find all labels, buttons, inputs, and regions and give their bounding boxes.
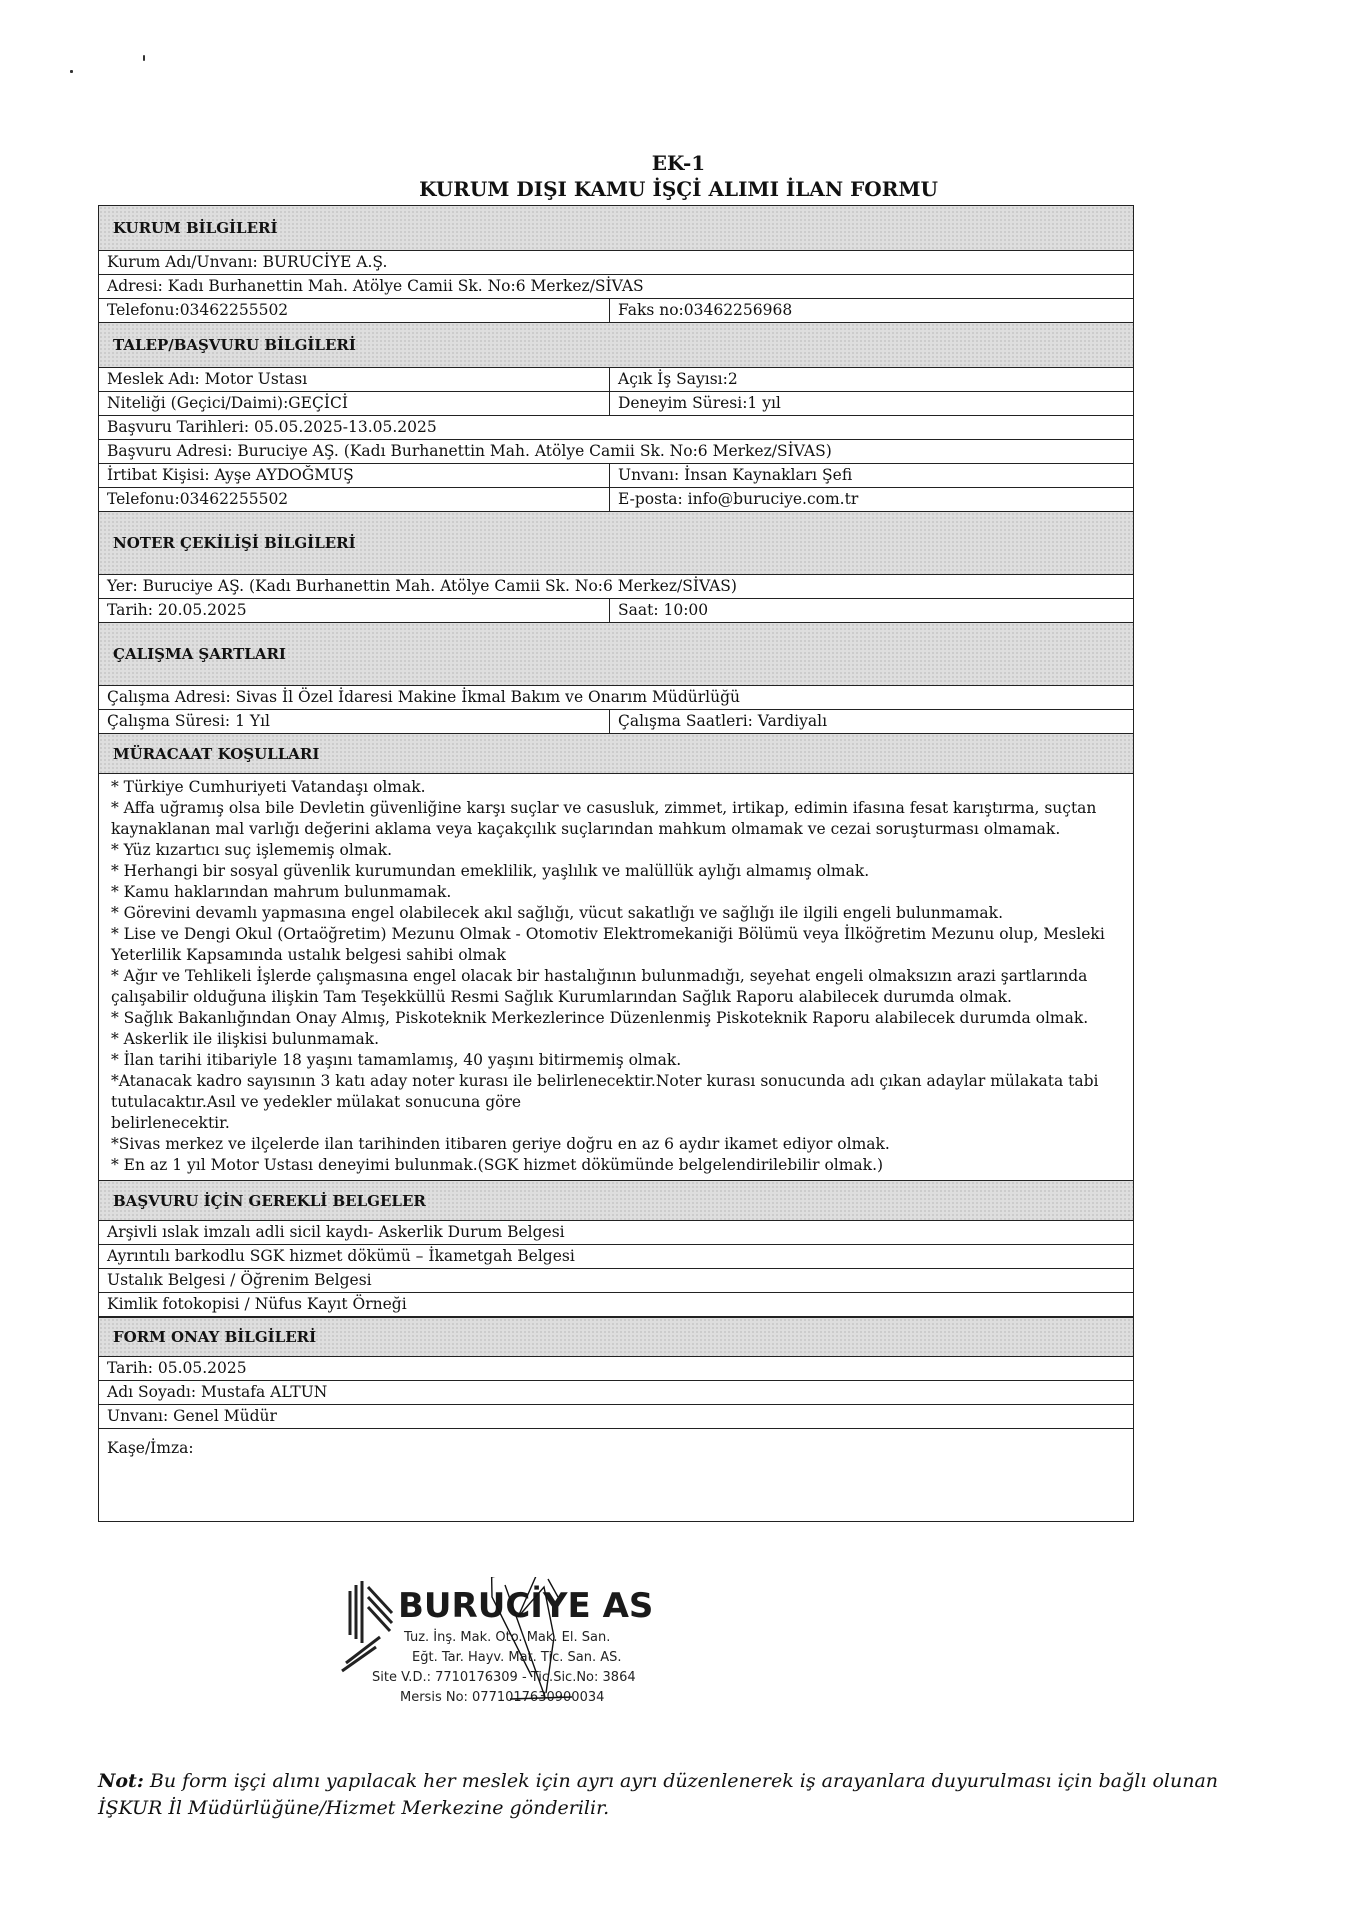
form-row <box>99 710 1133 734</box>
section-heading-kurum: KURUM BİLGİLERİ <box>99 206 1133 251</box>
contact-title: Unvanı: İnsan Kaynakları Şefi <box>618 466 853 484</box>
application-dates: Başvuru Tarihleri: 05.05.2025-13.05.2025 <box>107 418 437 436</box>
occupation-name: Meslek Adı: Motor Ustası <box>99 368 610 391</box>
form-row <box>99 299 1133 323</box>
experience-duration: Deneyim Süresi:1 yıl <box>618 394 781 412</box>
required-document: Ustalık Belgesi / Öğrenim Belgesi <box>107 1271 372 1289</box>
form-row <box>99 1405 1133 1429</box>
stamp-logo-text: BURUCİYE AS <box>398 1586 654 1626</box>
condition-item: * İlan tarihi itibariyle 18 yaşını tamamlamış, 40 yaşını bitirmemiş olmak. <box>111 1051 682 1069</box>
note-label: Not: <box>98 1770 144 1792</box>
section-heading-muracaat: MÜRACAAT KOŞULLARI <box>99 734 1133 774</box>
signature-row <box>99 1429 1133 1521</box>
stamp-line: Mersis No: 0771017630900034 <box>400 1690 605 1705</box>
document-row <box>99 1269 1133 1293</box>
institution-fax: Faks no:03462256968 <box>618 301 793 319</box>
form-row <box>99 251 1133 275</box>
condition-item: * Herhangi bir sosyal güvenlik kurumundan emeklilik, yaşlılık ve malüllük aylığı almamış olmak. <box>111 862 870 880</box>
document-row <box>99 1245 1133 1269</box>
document-header <box>0 150 1357 202</box>
stamp-line: Eğt. Tar. Hayv. Mat. Tic. San. AS. <box>412 1650 622 1665</box>
condition-item: * Askerlik ile ilişkisi bulunmamak. <box>111 1030 380 1048</box>
condition-item: belirlenecektir. <box>111 1114 230 1132</box>
approval-date: Tarih: 05.05.2025 <box>107 1359 247 1377</box>
work-hours: Çalışma Saatleri: Vardiyalı <box>618 712 828 730</box>
condition-item: * Lise ve Dengi Okul (Ortaöğretim) Mezunu Olmak - Otomotiv Elektromekaniği Bölümü veya İlköğretim Mezunu olup, Mesleki Yeterlilik Kapsamında ustalık belgesi sahibi olmak <box>111 925 1105 964</box>
application-address: Başvuru Adresi: Buruciye AŞ. (Kadı Burhanettin Mah. Atölye Camii Sk. No:6 Merkez/SİVAS) <box>107 442 832 460</box>
institution-name: Kurum Adı/Unvanı: BURUCİYE A.Ş. <box>107 253 388 271</box>
note-text: Bu form işçi alımı yapılacak her meslek için ayrı ayrı düzenlenerek iş arayanlara duyurulması için bağlı olunan İŞKUR İl Müdürlüğüne/Hizmet Merkezine gönderilir. <box>98 1770 1219 1819</box>
condition-item: *Sivas merkez ve ilçelerde ilan tarihinden itibaren geriye doğru en az 6 aydır ikamet ediyor olmak. <box>111 1135 890 1153</box>
stamp-signature-label: Kaşe/İmza: <box>107 1439 194 1457</box>
contact-person: İrtibat Kişisi: Ayşe AYDOĞMUŞ <box>99 464 610 487</box>
condition-item: * Yüz kızartıcı suç işlememiş olmak. <box>111 841 393 859</box>
condition-item: * Sağlık Bakanlığından Onay Almış, Piskoteknik Merkezlerince Düzenlenmiş Piskoteknik Raporu alabilecek durumda olmak. <box>111 1009 1089 1027</box>
document-row <box>99 1221 1133 1245</box>
form-row <box>99 464 1133 488</box>
form-row <box>99 488 1133 512</box>
job-posting-form <box>98 205 1134 1522</box>
condition-item: * Kamu haklarından mahrum bulunmamak. <box>111 883 452 901</box>
required-document: Kimlik fotokopisi / Nüfus Kayıt Örneği <box>107 1295 407 1313</box>
document-title: KURUM DIŞI KAMU İŞÇİ ALIMI İLAN FORMU <box>419 177 938 201</box>
work-address: Çalışma Adresi: Sivas İl Özel İdaresi Makine İkmal Bakım ve Onarım Müdürlüğü <box>107 688 740 706</box>
form-row <box>99 440 1133 464</box>
required-document: Ayrıntılı barkodlu SGK hizmet dökümü – İkametgah Belgesi <box>107 1247 575 1265</box>
form-row <box>99 416 1133 440</box>
form-row <box>99 1357 1133 1381</box>
work-duration: Çalışma Süresi: 1 Yıl <box>99 710 610 733</box>
stamp-line: Site V.D.: 7710176309 - Tic.Sic.No: 3864 <box>372 1670 636 1685</box>
section-heading-onay: FORM ONAY BİLGİLERİ <box>99 1317 1133 1357</box>
document-code: EK-1 <box>651 151 706 175</box>
scan-speck <box>70 70 73 73</box>
footer-note <box>98 1768 1278 1822</box>
form-row <box>99 392 1133 416</box>
stamp-line: Tuz. İnş. Mak. Oto. Mak. El. San. <box>404 1630 611 1645</box>
form-row <box>99 275 1133 299</box>
condition-item: *Atanacak kadro sayısının 3 katı aday noter kurası ile belirlenecektir.Noter kurası sonucunda adı çıkan adaylar mülakata tabi tutulacaktır.Asıl ve yedekler mülakat sonucuna göre <box>111 1072 1099 1111</box>
form-row <box>99 575 1133 599</box>
approver-name: Adı Soyadı: Mustafa ALTUN <box>107 1383 328 1401</box>
section-heading-noter: NOTER ÇEKİLİŞİ BİLGİLERİ <box>99 512 1133 575</box>
form-row <box>99 1381 1133 1405</box>
institution-phone: Telefonu:03462255502 <box>99 299 610 322</box>
condition-item: * Ağır ve Tehlikeli İşlerde çalışmasına engel olacak bir hastalığının bulunmadığı, seyehat engeli olmaksızın arazi şartlarında çalışabilir olduğuna ilişkin Tam Teşekküllü Resmi Sağlık Kurumlarından Sağlık Raporu alabilecek durumda olmak. <box>111 967 1088 1006</box>
document-row <box>99 1293 1133 1317</box>
form-row <box>99 368 1133 392</box>
required-document: Arşivli ıslak imzalı adli sicil kaydı- Askerlik Durum Belgesi <box>107 1223 565 1241</box>
company-stamp <box>340 1577 700 1717</box>
condition-item: * Görevini devamlı yapmasına engel olabilecek akıl sağlığı, vücut sakatlığı ve sağlığı ile ilgili engeli bulunmamak. <box>111 904 1003 922</box>
approver-title: Unvanı: Genel Müdür <box>107 1407 277 1425</box>
condition-item: * En az 1 yıl Motor Ustası deneyimi bulunmak.(SGK hizmet dökümünde belgelendirilebilir olmak.) <box>111 1156 884 1174</box>
lottery-date: Tarih: 20.05.2025 <box>99 599 610 622</box>
section-heading-belgeler: BAŞVURU İÇİN GEREKLİ BELGELER <box>99 1181 1133 1221</box>
position-type: Niteliği (Geçici/Daimi):GEÇİCİ <box>99 392 610 415</box>
contact-email: E-posta: info@buruciye.com.tr <box>618 490 859 508</box>
lottery-location: Yer: Buruciye AŞ. (Kadı Burhanettin Mah. Atölye Camii Sk. No:6 Merkez/SİVAS) <box>107 577 737 595</box>
condition-item: * Türkiye Cumhuriyeti Vatandaşı olmak. <box>111 778 426 796</box>
institution-address: Adresi: Kadı Burhanettin Mah. Atölye Camii Sk. No:6 Merkez/SİVAS <box>107 277 644 295</box>
contact-phone: Telefonu:03462255502 <box>99 488 610 511</box>
section-heading-talep: TALEP/BAŞVURU BİLGİLERİ <box>99 323 1133 368</box>
application-conditions <box>99 774 1133 1181</box>
stamp-logo-icon <box>342 1581 392 1671</box>
form-row <box>99 686 1133 710</box>
section-heading-calisma: ÇALIŞMA ŞARTLARI <box>99 623 1133 686</box>
condition-item: * Affa uğramış olsa bile Devletin güvenliğine karşı suçlar ve casusluk, zimmet, irtikap, edimin ifasına fesat karıştırma, suçtan kaynaklanan mal varlığı değerini aklama veya kaçakçılık suçlarından mahkum olmamak ve cezai soruşturması olmamak. <box>111 799 1097 838</box>
lottery-time: Saat: 10:00 <box>618 601 709 619</box>
open-positions: Açık İş Sayısı:2 <box>618 370 738 388</box>
form-row <box>99 599 1133 623</box>
scan-speck <box>143 55 145 61</box>
